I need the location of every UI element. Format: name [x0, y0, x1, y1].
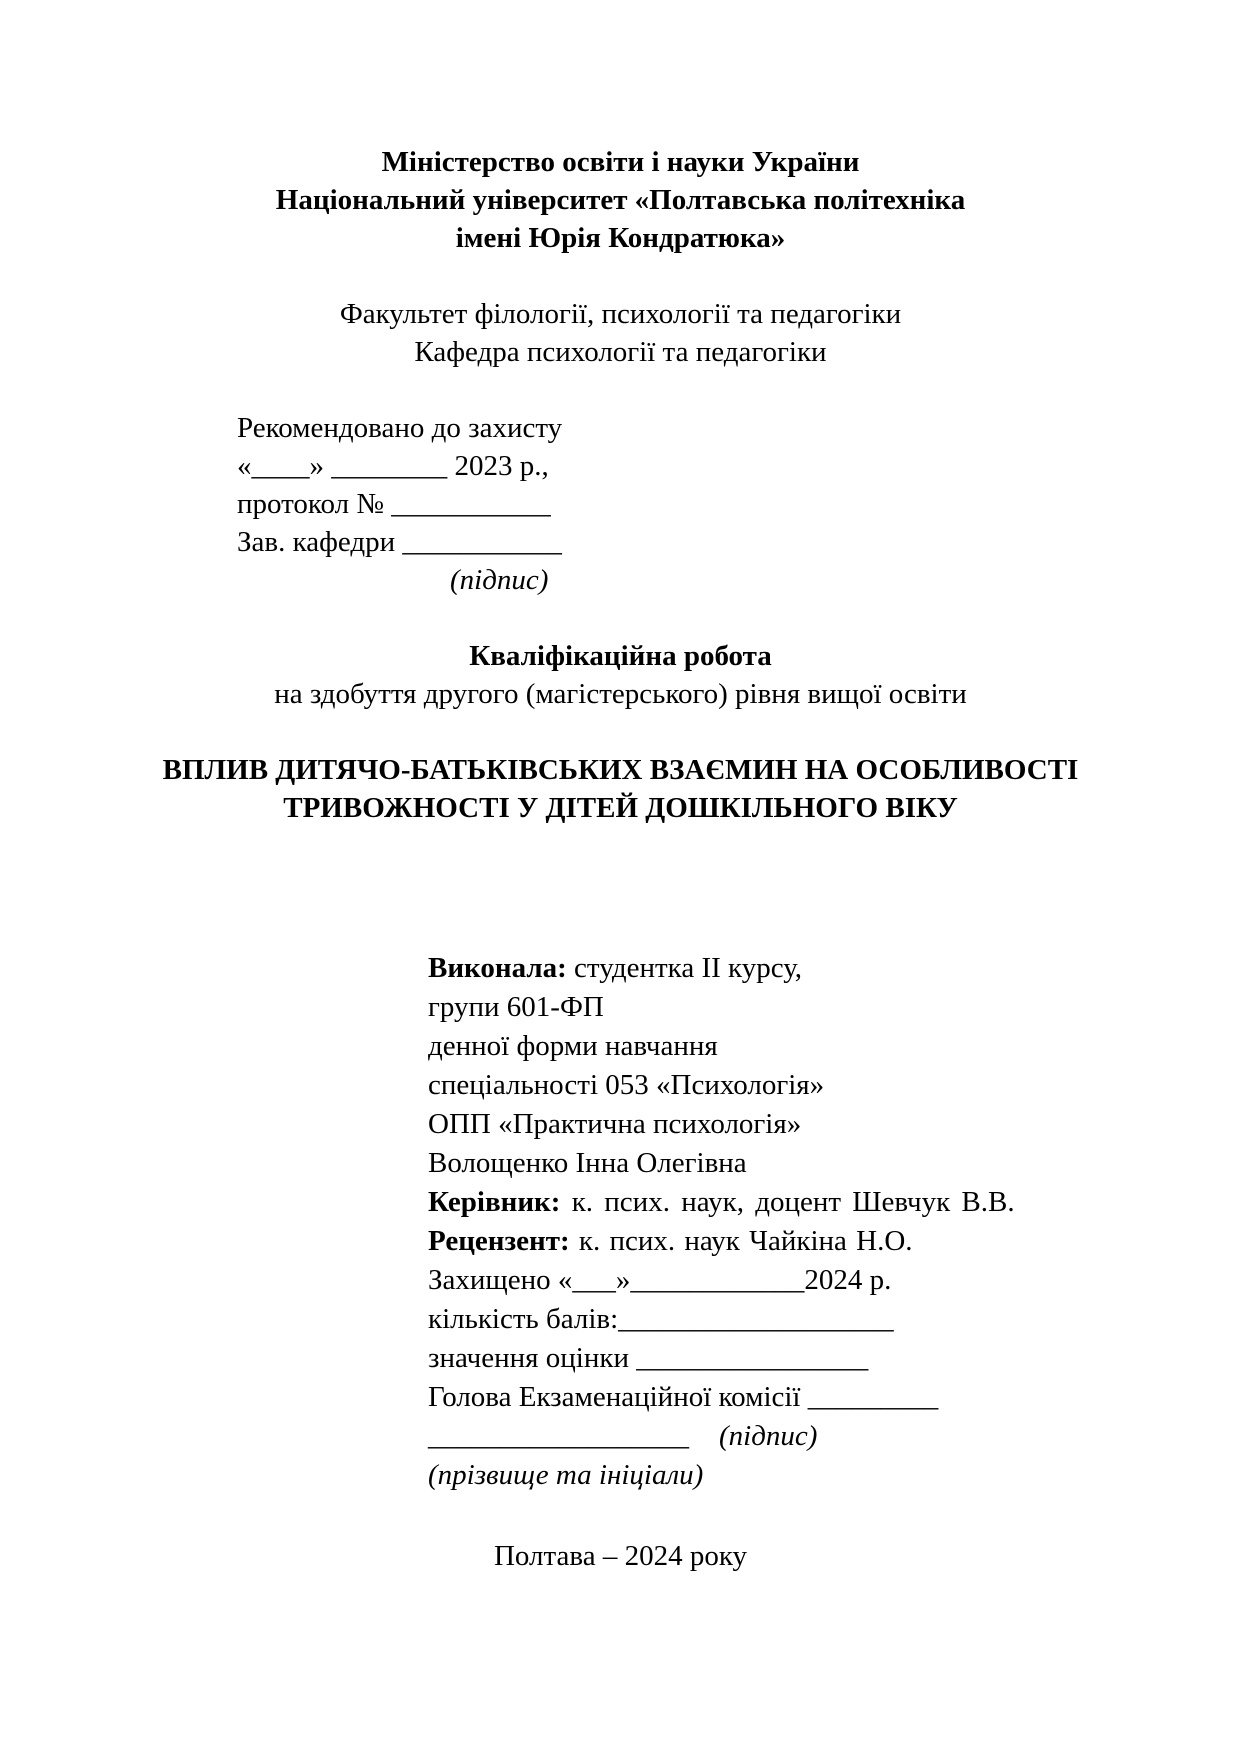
name-caption: (прізвище та ініціали) [428, 1459, 704, 1491]
opp-line: ОПП «Практична психологія» [428, 1108, 802, 1140]
supervisor-label: Керівник: [428, 1186, 561, 1218]
grade-blank-line: значення оцінки ________________ [428, 1342, 869, 1374]
speciality-line: спеціальності 053 «Психологія» [428, 1069, 825, 1101]
reviewer-line [428, 1222, 1241, 1261]
defended-line: Захищено «___»____________2024 р. [428, 1264, 892, 1296]
department-head-blank-line: Зав. кафедри ___________ [237, 526, 562, 558]
reviewer-value: к. псих. наук Чайкіна Н.О. [569, 1225, 913, 1257]
signature-caption: (підпис) [450, 564, 549, 596]
supervisor-value: к. псих. наук, доцент Шевчук В.В. [560, 1186, 1015, 1218]
department-line: Кафедра психології та педагогіки [414, 336, 827, 368]
performed-by-line [428, 949, 1241, 988]
university-line: Національний університет «Полтавська політехніка [275, 184, 966, 216]
thesis-title-line-2: ТРИВОЖНОСТІ У ДІТЕЙ ДОШКІЛЬНОГО ВІКУ [283, 792, 958, 824]
faculty-header [0, 295, 1241, 371]
recommendation-block [237, 409, 1241, 599]
details-block [428, 949, 1241, 1495]
score-blank-line: кількість балів:___________________ [428, 1303, 894, 1335]
qualification-title: Кваліфікаційна робота [469, 640, 772, 672]
commission-head-line: Голова Екзаменаційної комісії _________ [428, 1381, 939, 1413]
signature-caption-2: (підпис) [719, 1420, 818, 1452]
faculty-line: Факультет філології, психології та педагогіки [339, 298, 902, 330]
thesis-title-line-1: ВПЛИВ ДИТЯЧО-БАТЬКІВСЬКИХ ВЗАЄМИН НА ОСОБЛИВОСТІ [162, 754, 1079, 786]
supervisor-line [428, 1183, 1241, 1222]
date-blank-line: «____» ________ 2023 р., [237, 450, 549, 482]
protocol-blank-line: протокол № ___________ [237, 488, 551, 520]
name-blank-underscores: __________________ [428, 1420, 689, 1452]
name-blank-line [428, 1417, 1241, 1456]
student-name-line: Волощенко Інна Олегівна [428, 1147, 747, 1179]
qualification-subtitle: на здобуття другого (магістерського) рівня вищої освіти [274, 678, 967, 710]
ministry-line: Міністерство освіти і науки України [381, 146, 860, 178]
thesis-title [0, 751, 1241, 827]
qualification-block [0, 637, 1241, 713]
recommended-line: Рекомендовано до захисту [237, 412, 563, 444]
group-line: групи 601-ФП [428, 991, 604, 1023]
university-name-line: імені Юрія Кондратюка» [455, 222, 786, 254]
footer-city-year: Полтава – 2024 року [493, 1540, 748, 1572]
study-form-line: денної форми навчання [428, 1030, 718, 1062]
reviewer-label: Рецензент: [428, 1225, 570, 1257]
performed-by-label: Виконала: [428, 952, 567, 984]
performed-by-value: студентка ІІ курсу, [566, 952, 803, 984]
ministry-header [0, 0, 1241, 257]
